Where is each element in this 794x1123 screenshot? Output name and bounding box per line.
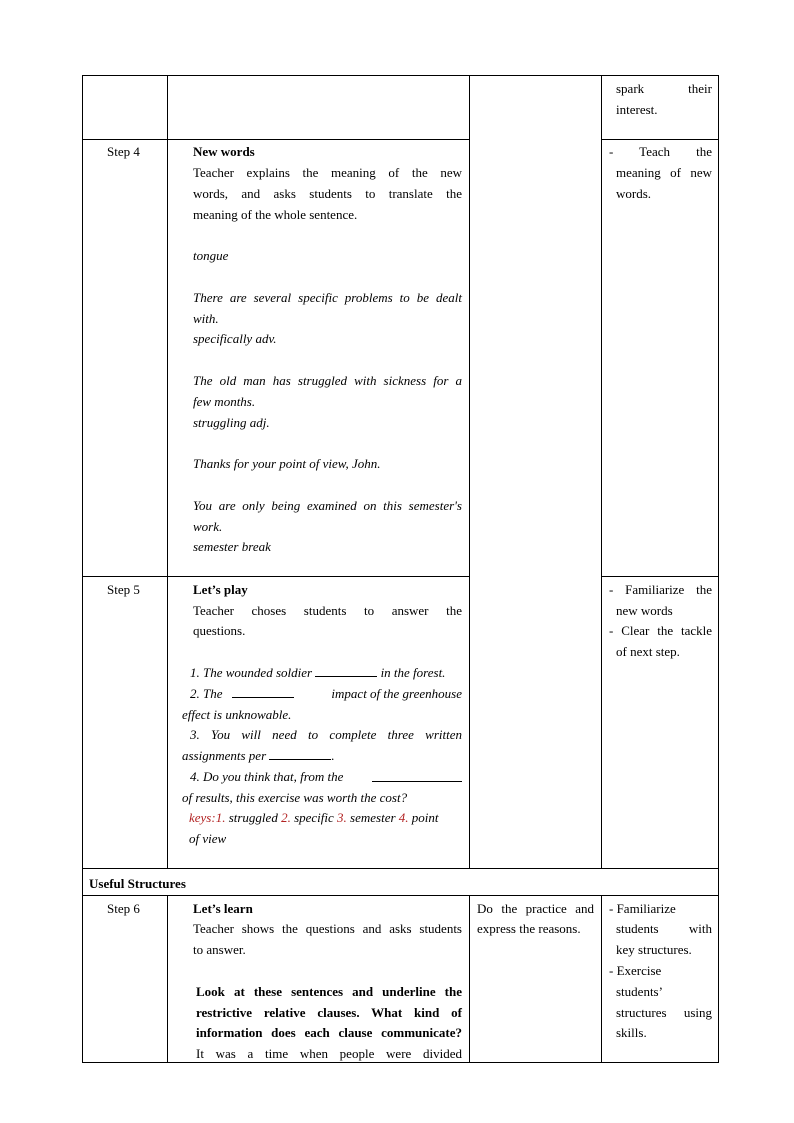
step4-label: Step 4 xyxy=(107,144,140,159)
row-divider xyxy=(82,139,469,140)
question-4 xyxy=(190,766,462,787)
col-divider xyxy=(167,895,168,1063)
step6-purpose-line: - Familiarize xyxy=(609,901,676,916)
question-text: 2. The xyxy=(190,686,223,701)
question-1 xyxy=(190,662,445,683)
question-text: of results, this exercise was worth the cost? xyxy=(182,790,408,805)
step6-activity: express the reasons. xyxy=(477,921,581,936)
key-answer: point xyxy=(408,810,439,825)
example-sentence: You are only being examined on this semester's xyxy=(193,498,462,513)
step6-purpose-line: skills. xyxy=(616,1025,647,1040)
step6-instruction: information does each clause communicate? xyxy=(196,1025,462,1040)
step5-purpose-line: new words xyxy=(616,603,673,618)
step6-instruction: Look at these sentences and underline the xyxy=(196,984,462,999)
step4-purpose-line: words. xyxy=(616,186,652,201)
step4-desc-line: meaning of the whole sentence. xyxy=(193,207,358,222)
row-divider xyxy=(601,139,719,140)
question-text: . xyxy=(331,748,335,763)
answer-keys xyxy=(189,807,462,828)
question-3: 3. You will need to complete three written xyxy=(190,727,462,742)
table-right-border xyxy=(718,75,719,1063)
step6-purpose-line: students’ xyxy=(616,984,663,999)
step5-title: Let’s play xyxy=(193,582,248,597)
table-top-border xyxy=(82,75,719,76)
question-text: effect is unknowable. xyxy=(182,707,292,722)
step5-desc-line: questions. xyxy=(193,623,246,638)
step6-purpose-line: key structures. xyxy=(616,942,692,957)
key-number: 2. xyxy=(281,810,291,825)
question-text: assignments per xyxy=(182,748,267,763)
answer-keys-line2: of view xyxy=(189,831,227,846)
question-2 xyxy=(190,683,462,704)
col-divider xyxy=(469,895,470,1063)
step6-desc-line: to answer. xyxy=(193,942,246,957)
step4-title: New words xyxy=(193,144,255,159)
step5-desc-line: Teacher choses students to answer the xyxy=(193,603,462,618)
step6-purpose-line: structures using xyxy=(616,1005,712,1020)
step4-desc-line: words, and asks students to translate the xyxy=(193,186,462,201)
step5-purpose-line: - Familiarize the xyxy=(609,582,712,597)
keys-label: keys: xyxy=(189,810,216,825)
row-divider xyxy=(601,576,719,577)
col-divider xyxy=(601,895,602,1063)
example-sentence: work. xyxy=(193,519,223,534)
col-divider xyxy=(167,75,168,869)
step6-example: It was a time when people were divided xyxy=(196,1046,462,1061)
step5-purpose-line: - Clear the tackle xyxy=(609,623,712,638)
answer-blank xyxy=(269,747,331,760)
example-sentence: with. xyxy=(193,311,219,326)
step6-instruction: restrictive relative clauses. What kind of xyxy=(196,1005,462,1020)
key-number: 4. xyxy=(398,810,409,825)
col-divider xyxy=(469,75,470,869)
key-answer: struggled xyxy=(225,810,282,825)
answer-blank xyxy=(372,769,462,782)
col-divider xyxy=(601,75,602,869)
purpose-word: their xyxy=(688,81,712,96)
question-text: 4. Do you think that, from the xyxy=(190,769,344,784)
answer-blank xyxy=(315,664,377,677)
step4-desc-line: Teacher explains the meaning of the new xyxy=(193,165,462,180)
example-sentence: There are several specific problems to be dealt xyxy=(193,290,462,305)
example-sentence: few months. xyxy=(193,394,256,409)
step5-purpose-line: of next step. xyxy=(616,644,680,659)
question-text: in the forest. xyxy=(380,665,446,680)
row-divider xyxy=(82,895,719,896)
example-sentence: The old man has struggled with sickness for a xyxy=(193,373,462,388)
vocab-word: specifically adv. xyxy=(193,331,277,346)
step6-label: Step 6 xyxy=(107,901,140,916)
key-answer: semester xyxy=(346,810,399,825)
vocab-word: semester break xyxy=(193,539,271,554)
vocab-word: tongue xyxy=(193,248,229,263)
step6-purpose-line: students with xyxy=(616,921,712,936)
step6-title: Let’s learn xyxy=(193,901,253,916)
question-3-line2 xyxy=(182,745,335,766)
key-answer: specific xyxy=(290,810,338,825)
step6-purpose-line: - Exercise xyxy=(609,963,662,978)
answer-blank xyxy=(232,685,294,698)
section-heading: Useful Structures xyxy=(89,876,186,891)
row-divider xyxy=(82,576,469,577)
row-divider xyxy=(82,868,719,869)
vocab-word: struggling adj. xyxy=(193,415,270,430)
step5-label: Step 5 xyxy=(107,582,140,597)
top-purpose-line2: interest. xyxy=(616,102,658,117)
table-left-border xyxy=(82,75,83,1063)
step6-desc-line: Teacher shows the questions and asks students xyxy=(193,921,462,936)
question-text: 1. The wounded soldier xyxy=(190,665,313,680)
purpose-word: spark xyxy=(616,81,645,96)
example-sentence: Thanks for your point of view, John. xyxy=(193,456,381,471)
key-number: 1. xyxy=(215,810,226,825)
step6-activity: Do the practice and xyxy=(477,901,594,916)
question-text: impact of the greenhouse xyxy=(331,686,462,701)
top-purpose-line1 xyxy=(616,78,712,99)
key-number: 3. xyxy=(337,810,347,825)
step4-purpose-line: - Teach the xyxy=(609,144,712,159)
step4-purpose-line: meaning of new xyxy=(616,165,712,180)
